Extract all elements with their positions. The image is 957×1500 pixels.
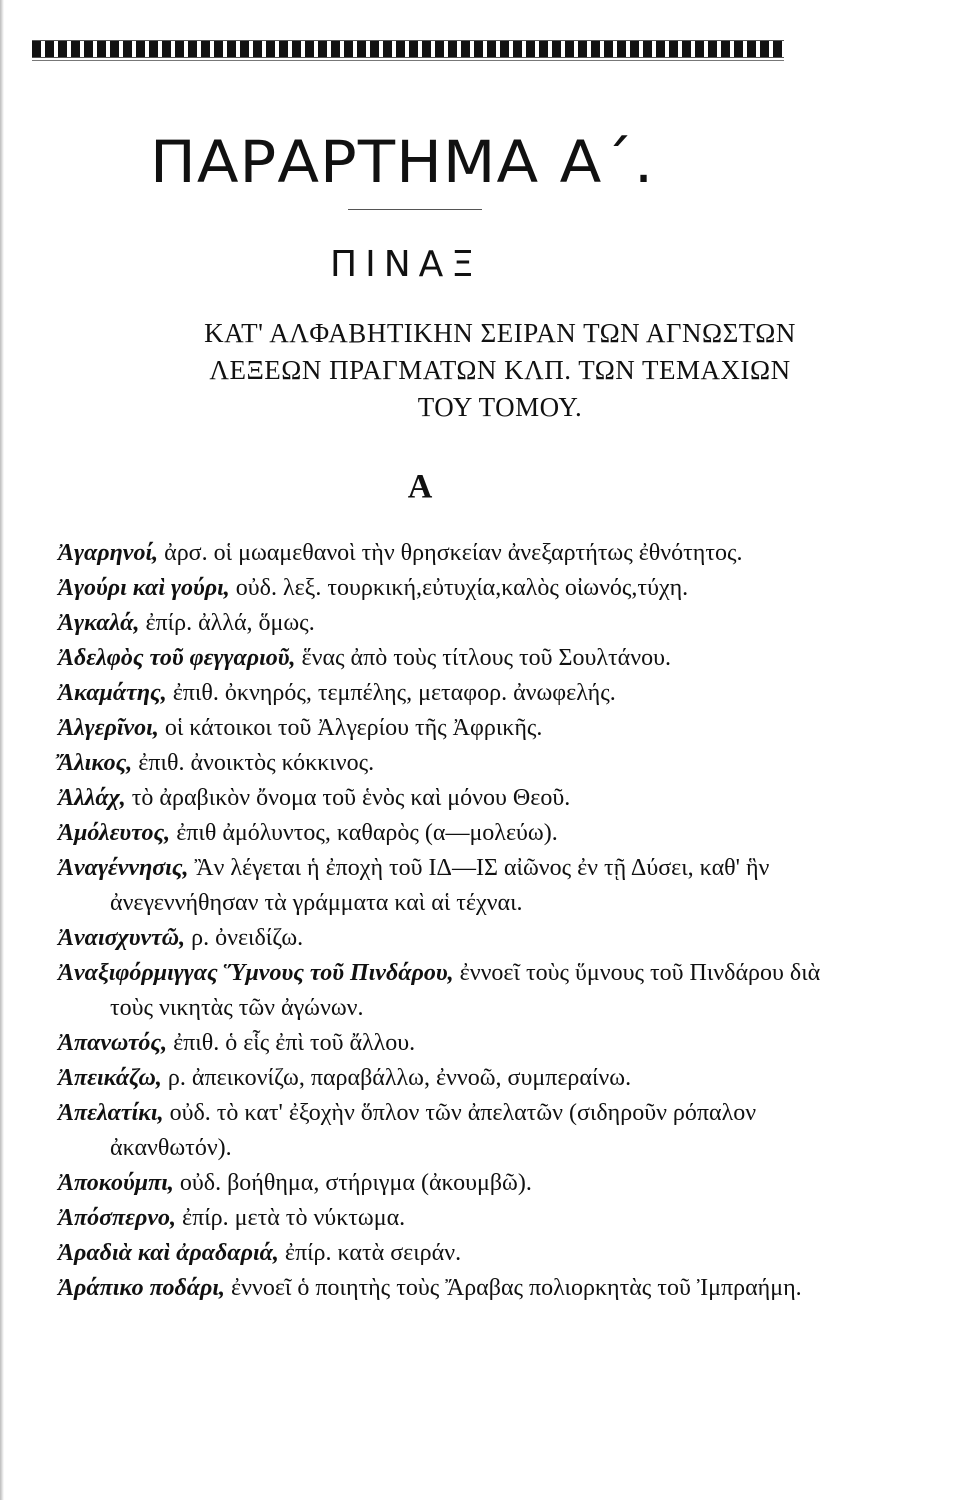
- section-letter: Α: [407, 468, 433, 505]
- entry-definition: Ἂν λέγεται ἡ ἐποχὴ τοῦ ΙΔ—ΙΣ αἰῶνος ἐν τῇ Δύσει, καθ' ἣν ἀνεγεννήθησαν τὰ γράμματα καὶ αἱ τέχναι.: [110, 855, 770, 916]
- index-subtitle: ΠΙΝΑΞ: [330, 244, 482, 285]
- entry-term: Ἀπελατίκι,: [58, 1100, 164, 1126]
- entry-definition: ἐπιθ. ὀκνηρός, τεμπέλης, μεταφορ. ἀνωφελής.: [172, 680, 616, 706]
- entry-definition: ἐπιθ ἀμόλυντος, καθαρὸς (α—μολεύω).: [176, 820, 558, 846]
- entry-definition: ρ. ἀπεικονίζω, παραβάλλω, ἐννοῶ, συμπεραίνω.: [167, 1065, 632, 1091]
- glossary-entry: [58, 606, 838, 641]
- entry-term: Ἀποκούμπι,: [58, 1170, 174, 1196]
- glossary-entry: [58, 1096, 838, 1166]
- caption-line-1: ΚΑΤ' ΑΛΦΑΒΗΤΙΚΗΝ ΣΕΙΡΑΝ ΤΩΝ ΑΓΝΩΣΤΩΝ: [204, 318, 796, 348]
- entry-term: Ἀγούρι καὶ γούρι,: [58, 575, 230, 601]
- entry-definition: ἐννοεῖ τοὺς ὕμνους τοῦ Πινδάρου διὰ τοὺς νικητὰς τῶν ἀγώνων.: [110, 960, 821, 1021]
- page-edge-shadow: [0, 0, 4, 1500]
- glossary-entry: [58, 676, 838, 711]
- title-divider: [348, 209, 482, 210]
- entry-definition: ἐπίρ. ἀλλά, ὅμως.: [145, 610, 315, 636]
- glossary-entry: [58, 571, 838, 606]
- entry-definition: ἐπίρ. μετὰ τὸ νύκτωμα.: [182, 1205, 406, 1231]
- entry-definition: οὐδ. λεξ. τουρκική,εὐτυχία,καλὸς οἰωνός,τύχη.: [235, 575, 689, 601]
- top-ornament-band: [32, 40, 784, 58]
- entry-term: Ἀπεικάζω,: [58, 1065, 162, 1091]
- entry-definition: ρ. ὀνειδίζω.: [191, 925, 304, 951]
- glossary-entry: [58, 536, 838, 571]
- entry-definition: τὸ ἀραβικὸν ὄνομα τοῦ ἑνὸς καὶ μόνου Θεοῦ.: [131, 785, 571, 811]
- glossary-entry: [58, 1166, 838, 1201]
- entry-term: Ἀμόλευτος,: [58, 820, 171, 846]
- entry-definition: ἐπιθ. ἀνοικτὸς κόκκινος.: [138, 750, 375, 776]
- glossary-entry: [58, 1271, 838, 1306]
- glossary-entry: [58, 1026, 838, 1061]
- entry-definition: ἕνας ἀπὸ τοὺς τίτλους τοῦ Σουλτάνου.: [301, 645, 671, 671]
- glossary-entry: [58, 746, 838, 781]
- entry-term: Ἀναγέννησις,: [58, 855, 189, 881]
- entry-definition: ἐπίρ. κατὰ σειράν.: [284, 1240, 462, 1266]
- entry-term: Ἀγαρηνοί,: [58, 540, 159, 566]
- index-caption: [200, 315, 800, 426]
- glossary-entry: [58, 816, 838, 851]
- entry-definition: ἀρσ. οἱ μωαμεθανοὶ τὴν θρησκείαν ἀνεξαρτήτως ἐθνότητος.: [164, 540, 743, 566]
- caption-line-2: ΛΕΞΕΩΝ ΠΡΑΓΜΑΤΩΝ ΚΛΠ. ΤΩΝ ΤΕΜΑΧΙΩΝ: [209, 355, 791, 385]
- entry-definition: ἐπιθ. ὁ εἷς ἐπὶ τοῦ ἄλλου.: [173, 1030, 416, 1056]
- entry-term: Ἀναισχυντῶ,: [58, 925, 186, 951]
- caption-line-3: ΤΟΥ ΤΟΜΟΥ.: [417, 392, 583, 422]
- entry-term: Ἀπόσπερνο,: [58, 1205, 177, 1231]
- glossary-entry: [58, 1061, 838, 1096]
- appendix-title: ΠΑΡΑΡΤΗΜΑ Α΄.: [150, 128, 655, 196]
- glossary-entry: [58, 641, 838, 676]
- glossary-entry: [58, 851, 838, 921]
- entry-term: Ἀλγερῖνοι,: [58, 715, 159, 741]
- entry-definition: οὐδ. τὸ κατ' ἐξοχὴν ὅπλον τῶν ἀπελατῶν (σιδηροῦν ρόπαλον ἀκανθωτόν).: [110, 1100, 757, 1161]
- entry-term: Ἀγκαλά,: [58, 610, 140, 636]
- glossary-entries: [58, 536, 838, 1306]
- glossary-entry: [58, 781, 838, 816]
- entry-term: Ἀράπικο ποδάρι,: [58, 1275, 226, 1301]
- entry-definition: ἐννοεῖ ὁ ποιητὴς τοὺς Ἄραβας πολιορκητὰς τοῦ Ἰμπραήμη.: [231, 1275, 802, 1301]
- entry-term: Ἀναξιφόρμιγγας Ὕμνους τοῦ Πινδάρου,: [58, 960, 454, 986]
- entry-definition: οἱ κάτοικοι τοῦ Ἀλγερίου τῆς Ἀφρικῆς.: [164, 715, 543, 741]
- glossary-entry: [58, 1201, 838, 1236]
- ornament-rule: [32, 60, 784, 61]
- glossary-entry: [58, 1236, 838, 1271]
- glossary-entry: [58, 711, 838, 746]
- entry-term: Ἀπανωτός,: [58, 1030, 168, 1056]
- entry-term: Ἀραδιὰ καὶ ἀραδαριά,: [58, 1240, 279, 1266]
- entry-term: Ἀλλάχ,: [58, 785, 126, 811]
- entry-term: Ἀδελφὸς τοῦ φεγγαριοῦ,: [58, 645, 296, 671]
- entry-definition: οὐδ. βοήθημα, στήριγμα (ἀκουμβῶ).: [179, 1170, 532, 1196]
- glossary-entry: [58, 921, 838, 956]
- entry-term: Ἄλικος,: [58, 750, 133, 776]
- glossary-entry: [58, 956, 838, 1026]
- entry-term: Ἀκαμάτης,: [58, 680, 167, 706]
